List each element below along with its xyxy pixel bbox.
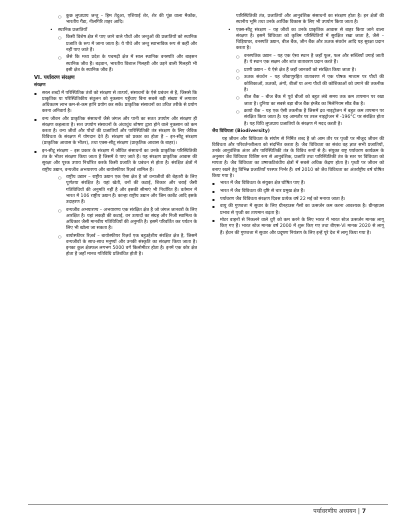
left-column: [34, 14, 197, 260]
sub-list-item: ○ बीज बैंक – बीज बैंक में पूर्व बीजों को बहुत लंबे समय तक कम तापमान पर रखा जाता है। दुनिया का सबसे बड़ा बीज बैंक इंग्लैंड का मिलेनियम सीड बैंक है।: [212, 95, 384, 107]
footer-separator: |: [357, 508, 360, 515]
footer-rule: [28, 504, 388, 505]
sub-list-item: ○ वन्यजीव अभयारण्य – अभयारण्य एक संरक्षित क्षेत्र है जो जंगल जानवरों के लिए आरक्षित है। यहां लकड़ी की कटाई, वन उत्पादों का संग्रह और निजी स्वामित्व के अधिकार जैसी मानवीय गतिविधियों की अनुमति है। इसमें परिवर्तित कर पर्यटन के लिए भी खोला जा सकता है।: [34, 208, 197, 233]
list-item: ○ जैसे कि मध्य प्रदेश के पचमढ़ी क्षेत्र में साल स्थानिक वनस्पति और बाइसन स्थानिक जीव हैं। बढ़वान, भारतीय विशाल गिलहरी और उड़ने वाली गिलहरी भी इसी क्षेत्र के स्थानिक जीव हैं।: [34, 55, 197, 73]
bullet-item: ▪ मोटर वाहनों से निकलने वाले धुएँ को कम करने के लिए भारत में भारत स्टेज उत्सर्जन मानक लागू किए गए हैं। भारत स्टेज मानक वर्ष 2000 में शुरू किए गए तथा बीएस-VI मानक 2020 से लागू हैं। ईंधन की गुणवत्ता में सुधार और प्रदूषण नियंत्रण के लिए इन्हें पूरे देश में लागू किया गया है।: [212, 218, 384, 236]
page-footer: [0, 501, 416, 515]
bullet-item: ▪ वायु की गुणवत्ता में सुधार के लिए ग्रीनहाउस गैसों का उत्सर्जन कम करना आवश्यक है। ग्रीनहाउस प्रभाव से पृथ्वी का तापमान बढ़ता है।: [212, 204, 384, 216]
sub-list-item: ○ क्रायो बैंक – यह एक ऐसी तकनीक है जिसमें द्रव नाइट्रोजन में बहुत कम तापमान पर संरक्षित किया जाता है। यह आमतौर पर तरल नाइट्रोजन में -196°C पर संरक्षित होता है। यह विधि लुप्तप्राय प्रजातियों के संरक्षण में मदद करती है।: [212, 109, 384, 127]
subsection-title: संरक्षण: [34, 83, 46, 89]
sub-list-item: ○ वनस्पतिक उद्यान – यह एक ऐसा स्थान है जहाँ फूल, फल और सब्जियाँ उगाई जाती हैं। ये स्थान एक सक्षम और शांत वातावरण प्रदान करते हैं।: [212, 54, 384, 66]
list-item: • एक्स-सीटू संरक्षण – यह जीवों का उनके प्राकृतिक आवास से बाहर किया जाने वाला संरक्षण है। इसमें विविधता को कृत्रिम परिस्थितियों में सुरक्षित रखा जाता है, जैसे – चिड़ियाघर, वनस्पति उद्यान, बीज बैंक, जीन बैंक और ऊतक संवर्धन आदि यह सुरक्षा प्रदान करता है।: [212, 28, 384, 53]
biodiversity-title: जैव विविधता (Biodiversity): [212, 129, 270, 135]
bullet-item: ▪ इन-सीटू संरक्षण – इस प्रकार के संरक्षण में जीवित संसाधनों का उनके प्राकृतिक परिस्थितिकी तंत्र के भीतर संरक्षण किया जाता है जिसमें वे पाए जाते हैं। यह संरक्षण प्राकृतिक आवास की सुरक्षा और पूरक उपाय निर्धारित करके किसी प्रजाति के प्रबंधन से होता है। संरक्षित क्षेत्रों में राष्ट्रीय उद्यान, वन्यजीव अभयारण्य और बायोस्फीयर रिज़र्व शामिल हैं।: [34, 149, 197, 174]
footer-title: पर्यावरणीय अध्ययन: [313, 508, 356, 515]
bullet-item: ▪ भारत में जैव विविधता के संयुक्त क्षेत्र घोषित पाए हैं।: [212, 181, 384, 187]
list-item: ○ कुछ लुप्तप्राय जन्तु – हिम तेंदुआ, एशियाई शेर, शेर की पूंछ वाला मैकॉक, भारतीय गैंडा, नीलगिरि ताहर आदि।: [34, 14, 197, 26]
list-item: • स्थानिक प्रजातियाँ: [34, 28, 197, 34]
footer-label: [313, 507, 366, 515]
sub-list-item: ○ ऊतक संवर्धन – यह जीवाणुरहित वातावरण में एक पोषक माध्यम पर पौधों की कोशिकाओं, ऊतकों, अंगों, बीजों या अन्य पौधों की कोशिकाओं को उगाने की तकनीक है।: [212, 75, 384, 93]
list-item: ○ किसी विशेष क्षेत्र में पाए जाने वाले पौधों और जन्तुओं की प्रजातियों को स्थानिक प्रजाति के रूप में जाना जाता है। ये पौधे और जन्तु स्वाभाविक रूप से कहीं और नहीं पाए जाते हैं।: [34, 35, 197, 53]
bullet-item: ▪ भारत में जैव विविधता की दृष्टि से चार प्रमुख क्षेत्र हैं।: [212, 189, 384, 195]
bullet-item: ▪ सरल शब्दों में परिस्थितिक तंत्रों को संरक्षण से तात्पर्य, संसाधनों के ऐसे प्रबंधन से है, जिससे कि प्राकृतिक या परिस्थितिकीय संतुलन को नुकसान पहुँचाए बिना सबसे बड़ी संख्या में लगातार अधिकतम लाभ कम-से-कम हानि प्रयोग कर सकें। प्राकृतिक संसाधनों का उचित तरीके से प्रयोग करना अनिवार्य है।: [34, 91, 197, 116]
list-item: पारिस्थितिकी तंत्र, प्रजातियों और आनुवंशिक संसाधनों का संरक्षण होता है। इन क्षेत्रों की स्थानीय भूमि तथा उनके आर्थिक विकास के लिए भी उपयोग किया जाता है।: [236, 14, 384, 26]
page-number: 7: [361, 508, 366, 515]
sub-list-item: ○ राष्ट्रीय उद्यान – राष्ट्रीय उद्यान एक ऐसा क्षेत्र है जो वन्यजीवों की बेहतरी के लिए पूर्णतया संरक्षित है। यहां खेती, वनों की कटाई, शिकार और चराई जैसी गतिविधियों की अनुमति नहीं है और इसकी सीमाएं भी निर्धारित हैं। वर्तमान में भारत में 106 राष्ट्रीय उद्यान हैं। कान्हा राष्ट्रीय उद्यान और जिम कार्बेट आदि इसके उदाहरण हैं।: [34, 175, 197, 206]
section-title: VI. पर्यावरण संरक्षण: [34, 75, 75, 82]
sub-list-item: ○ बायोस्फीयर रिज़र्व – बायोस्फीयर रिज़र्व एक बहुउद्देशीय संरक्षित क्षेत्र है, जिसमें वन्यजीवों के साथ-साथ मनुष्यों और उनकी संस्कृति का संरक्षण किया जाता है। इनका कुल क्षेत्रफल लगभग 5000 वर्ग किलोमीटर होता है। इनमें एक कोर क्षेत्र होता है जहाँ मानव गतिविधि प्रतिबंधित होती है।: [34, 234, 197, 259]
right-column: [212, 14, 384, 238]
bullet-item: ▪ पर्यावरण जैव विविधता संरक्षण दिवस प्रत्येक वर्ष 22 मई को मनाया जाता है।: [212, 197, 384, 203]
bullet-item: ▪ वन्य जीवन और प्राकृतिक संसाधनों जैसे जंगल और पानी का सतत उपयोग और संरक्षण ही संरक्षण कहलाता है। सत्त उपयोग संसाधनों के अंधाधुंध शोषण द्वारा होने वाले नुकसान को कम करता है। वन्य जीवों और पौधों की प्रजातियाँ और पारिस्थितिकी तंत्र संरक्षण के लिए जैविक विविधता के संरक्षण में योगदान देते हैं। संरक्षण को प्रकार का होता है – इन-सीटू संरक्षण (प्राकृतिक आवास के भीतर), तथा एक्स-सीटू संरक्षण (प्राकृतिक आवास के बाहर)।: [34, 117, 197, 148]
sub-list-item: ○ प्राणी उद्यान – ये ऐसे क्षेत्र हैं जहाँ जानवरों को संरक्षित किया जाता है।: [212, 68, 384, 74]
biodiversity-paragraph: यह जीवन और विविधता के संयोग से निर्मित शब्द है जो आम तौर पर पृथ्वी पर मौजूद जीवन की विविधता और परिवर्तनशीलता को संदर्भित करता है। जैव विविधता का संबंध वह ज्ञात सभी प्रजातियों, उनके आनुवंशिक अंतर और पारिस्थितिकी तंत्र के विविध रूपों से है। संयुक्त राष्ट्र पर्यावरण कार्यक्रम के अनुसार जैव विविधता विशिष्ट रूप से आनुवंशिक, प्रजाति तथा पारिस्थितिकी तंत्र के स्तर पर विविधता को मापता है। जैव विविधता का उष्णकटिबंधीय क्षेत्रों में सबसे अधिक केंद्रण होता है। पृथ्वी पर जीवन को बनाए रखने हेतु विभिन्न प्रजातियाँ परस्पर निर्भर हैं। वर्ष 2010 को जैव विविधता का अंतर्राष्ट्रीय वर्ष घोषित किया गया है।: [212, 136, 384, 179]
